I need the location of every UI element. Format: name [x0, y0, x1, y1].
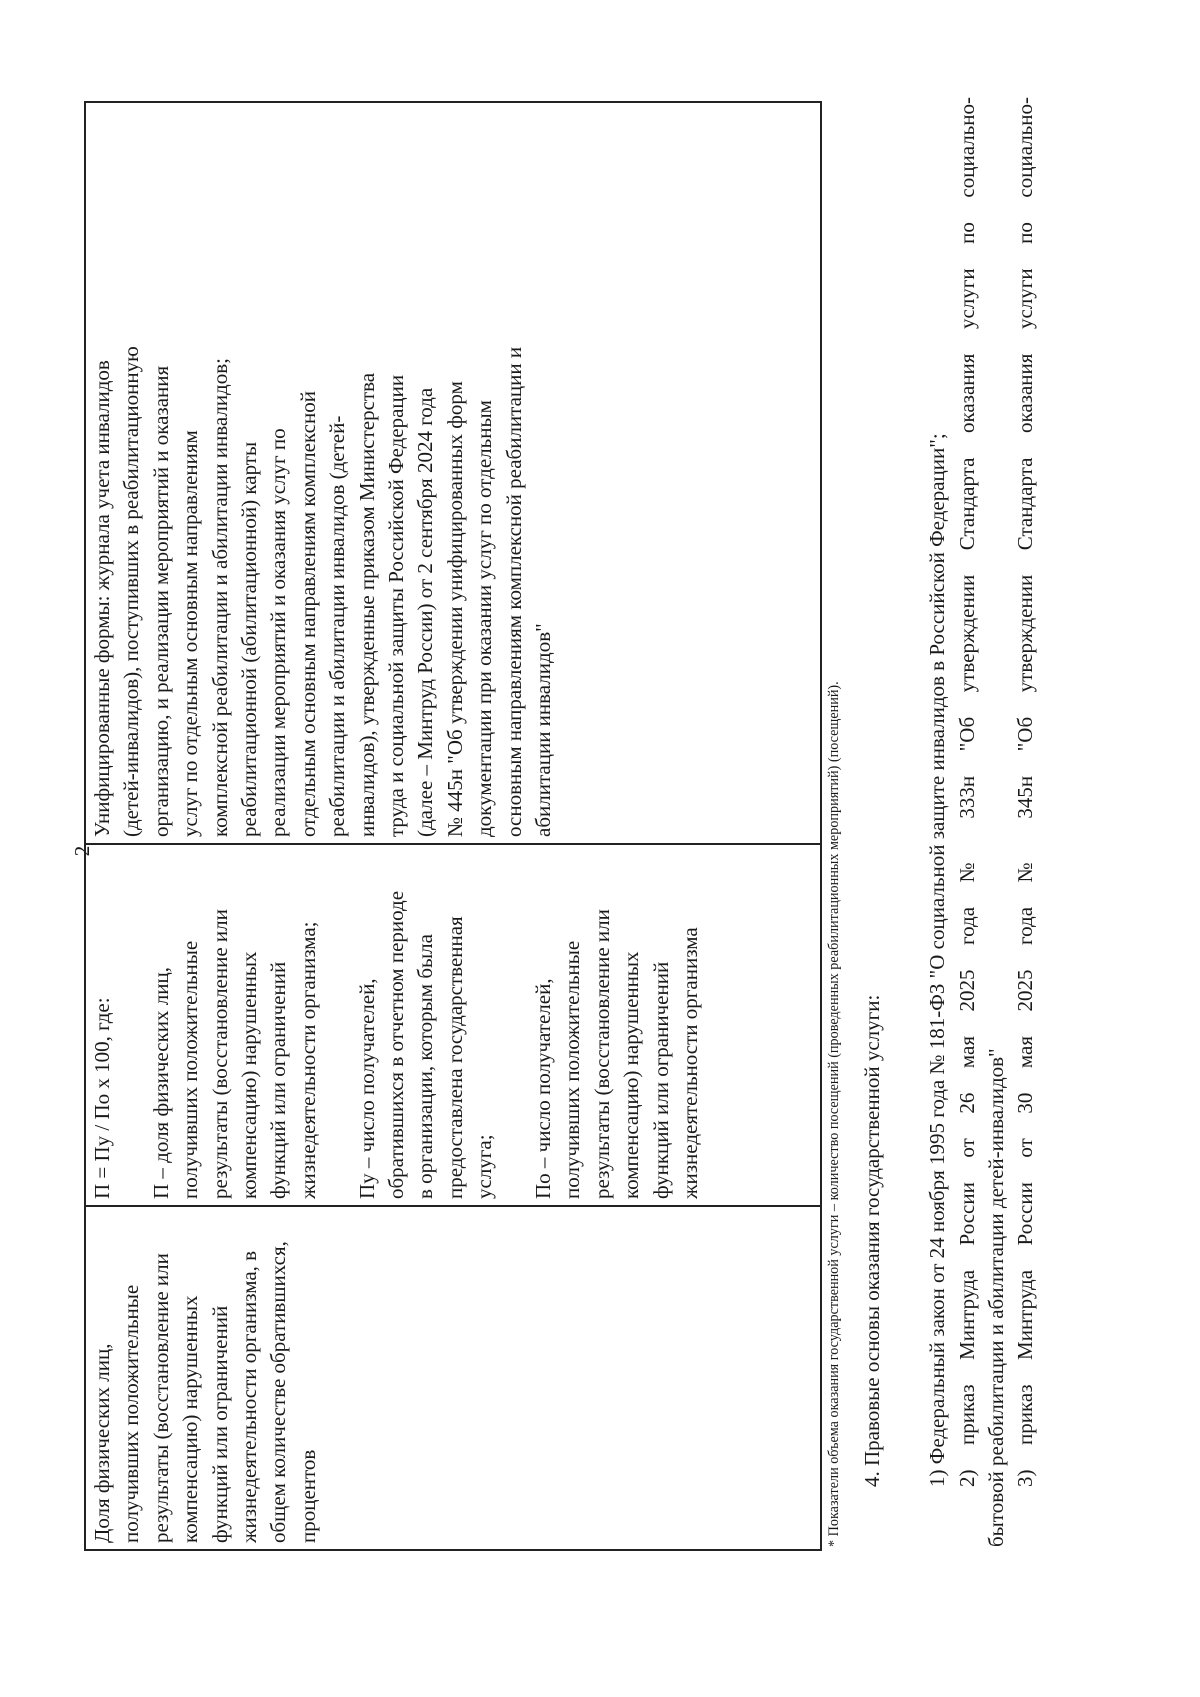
cell-text-line: общем количестве обратившихся,: [266, 1241, 291, 1543]
cell-text-line: функций или ограничений: [207, 1305, 232, 1543]
cell-text-line: реабилитационной (абилитационной) карты: [237, 441, 262, 837]
cell-text-line: жизнедеятельности организма: [678, 927, 703, 1199]
cell-text-line: жизнедеятельности организма;: [295, 921, 320, 1199]
cell-text-line: предоставлена государственная: [442, 916, 467, 1199]
cell-text-line: обратившихся в отчетном периоде: [384, 890, 409, 1199]
cell-text-line: (детей-инвалидов), поступивших в реабилитационную: [119, 346, 144, 837]
cell-text-line: жизнедеятельности организма, в: [237, 1250, 262, 1543]
indicator-table: [84, 101, 822, 1551]
cell-text-line: результаты (восстановление или: [207, 909, 232, 1199]
source-forms-text: [88, 109, 559, 837]
footnote: * Показатели объема оказания государственной услуги – количество посещений (проведенных реабилитационных мероприятий) (посещений).: [826, 681, 842, 1547]
cell-text-line: компенсацию) нарушенных: [178, 1295, 203, 1543]
cell-text-line: инвалидов), утвержденные приказом Министерства: [354, 372, 379, 837]
table-row: [85, 102, 821, 1550]
cell-text-line: реализации мероприятий и оказания услуг по: [266, 428, 291, 837]
cell-text-line: основным направлениям комплексной реабилитации и: [501, 346, 526, 837]
cell-text-line: реабилитации и абилитации инвалидов (детей-: [325, 415, 350, 837]
cell-text-line: Доля физических лиц,: [90, 1343, 114, 1543]
blank-line: [117, 851, 146, 1199]
indicator-name-cell: [85, 1206, 821, 1550]
cell-text-line: Унифицированные формы: журнала учета инвалидов: [90, 360, 114, 837]
cell-text-line: процентов: [295, 1449, 320, 1543]
blank-line: [323, 851, 352, 1199]
cell-text-line: абилитации инвалидов": [531, 623, 556, 837]
cell-text-line: (далее – Минтруд России) от 2 сентября 2024 года: [413, 387, 438, 837]
cell-text-line: П = Пу / По х 100, где:: [90, 997, 114, 1199]
indicator-name-text: [88, 1213, 323, 1543]
cell-text-line: функций или ограничений: [266, 961, 291, 1199]
law-item-2-continuation: бытовой реабилитации и абилитации детей-инвалидов": [984, 1048, 1008, 1547]
cell-text-line: компенсацию) нарушенных: [619, 951, 644, 1199]
source-forms-cell: [85, 102, 821, 844]
law-item-2: 2) приказ Минтруда России от 26 мая 2025 года № 333н "Об утверждении Стандарта оказания услуги по социально-: [955, 97, 979, 1487]
cell-text-line: организацию, и реализации мероприятий и оказания: [148, 365, 173, 837]
cell-text-line: отдельным основным направлениям комплексной: [295, 391, 320, 837]
cell-text-line: № 445н "Об утверждении унифицированных форм: [442, 381, 467, 837]
cell-text-line: комплексной реабилитации и абилитации инвалидов;: [207, 358, 232, 837]
formula-text: [88, 851, 705, 1199]
cell-text-line: получивших положительные: [178, 940, 203, 1199]
cell-text-line: услуга;: [472, 1134, 497, 1199]
cell-text-line: получивших положительные: [560, 940, 585, 1199]
cell-text-line: результаты (восстановление или: [148, 1253, 173, 1543]
cell-text-line: Пу – число получателей,: [354, 978, 379, 1199]
cell-text-line: получивших положительные: [119, 1284, 144, 1543]
cell-text-line: услуг по отдельным основным направлениям: [178, 430, 203, 837]
formula-cell: [85, 844, 821, 1206]
section-heading: 4. Правовые основы оказания государственной услуги:: [860, 994, 884, 1487]
law-item-1: 1) Федеральный закон от 24 ноября 1995 года № 181-ФЗ "О социальной защите инвалидов в Российской Федерации";: [925, 433, 949, 1487]
law-item-3: 3) приказ Минтруда России от 30 мая 2025 года № 345н "Об утверждении Стандарта оказания услуги по социально-: [1013, 97, 1037, 1487]
cell-text-line: труда и социальной защиты Российской Федерации: [384, 374, 409, 837]
cell-text-line: в организации, которым была: [413, 934, 438, 1199]
cell-text-line: По – число получателей,: [531, 978, 556, 1199]
cell-text-line: компенсацию) нарушенных: [237, 951, 262, 1199]
cell-text-line: функций или ограничений: [648, 961, 673, 1199]
cell-text-line: П – доля физических лиц,: [148, 967, 173, 1199]
blank-line: [500, 851, 529, 1199]
page-number: 2: [70, 845, 94, 857]
cell-text-line: документации при оказании услуг по отдельным: [472, 400, 497, 837]
cell-text-line: результаты (восстановление или: [589, 909, 614, 1199]
